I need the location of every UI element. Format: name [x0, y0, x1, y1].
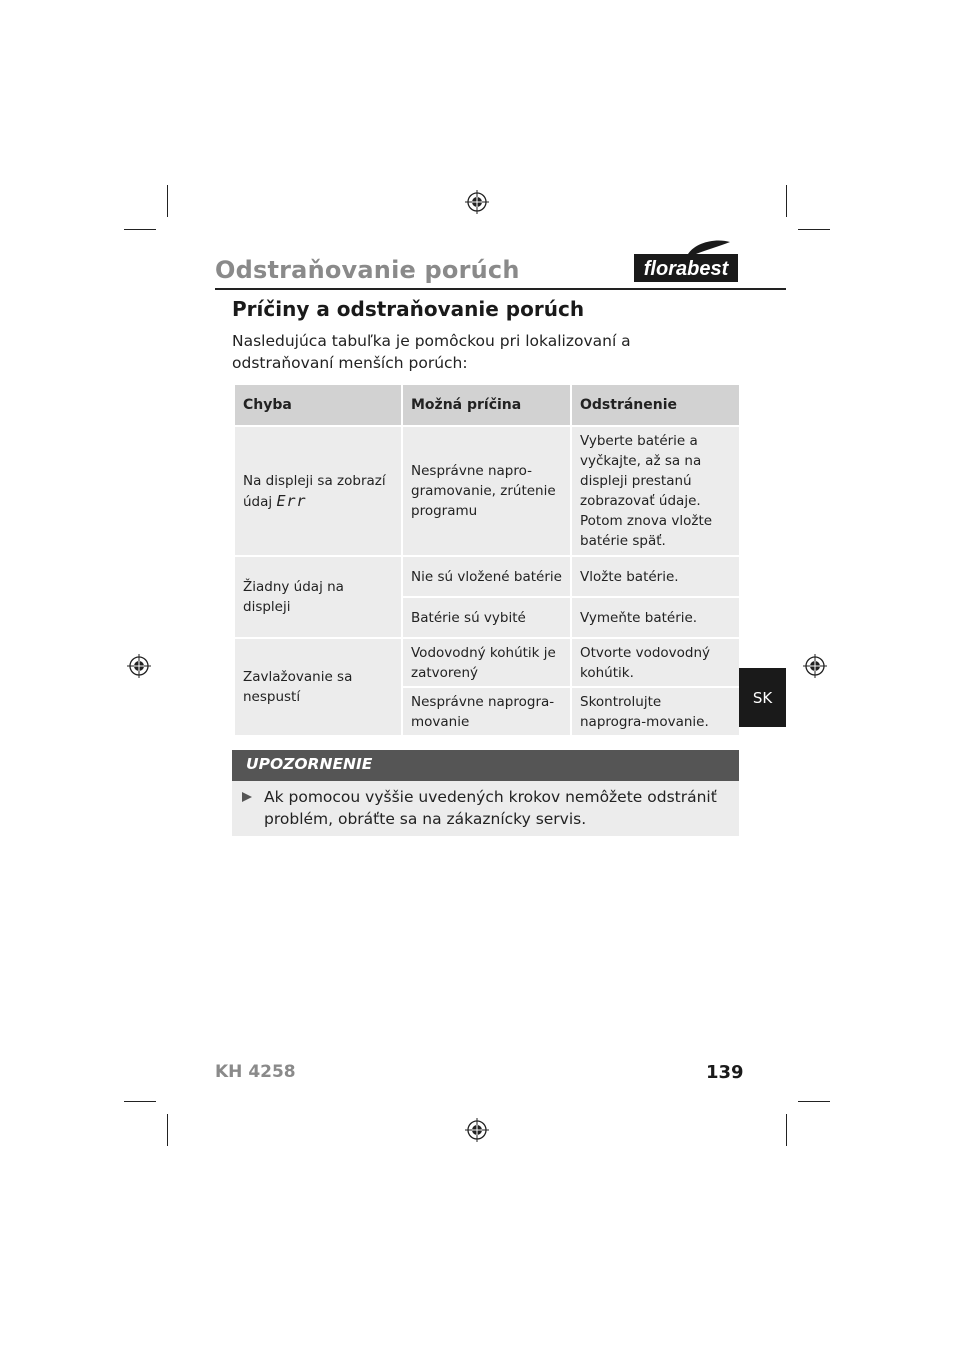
registration-mark-icon: [465, 1118, 489, 1142]
language-tab: SK: [739, 668, 786, 727]
table-header-row: [234, 384, 740, 426]
cell-cause: Nesprávne napro-gramovanie, zrútenie programu: [402, 426, 571, 556]
registration-mark-icon: [127, 654, 151, 678]
cell-cause: Nesprávne naprogra-movanie: [402, 687, 571, 736]
title-underline: [215, 288, 786, 290]
crop-mark: [786, 185, 787, 217]
notice-text: Ak pomocou vyššie uvedených krokov nemôžete odstrániť problém, obráťte sa na zákaznícky servis.: [264, 788, 717, 828]
crop-mark: [124, 229, 156, 230]
header-remedy: Odstránenie: [571, 384, 740, 426]
crop-mark: [798, 229, 830, 230]
registration-mark-icon: [803, 654, 827, 678]
cell-error: Žiadny údaj na displeji: [234, 556, 402, 638]
header-cause: Možná príčina: [402, 384, 571, 426]
crop-mark: [124, 1101, 156, 1102]
header-error: Chyba: [234, 384, 402, 426]
cell-cause: Nie sú vložené batérie: [402, 556, 571, 597]
cell-error: Zavlažovanie sa nespustí: [234, 638, 402, 736]
cell-cause: Vodovodný kohútik je zatvorený: [402, 638, 571, 687]
model-number: KH 4258: [215, 1062, 296, 1082]
section-heading: Príčiny a odstraňovanie porúch: [232, 297, 585, 321]
florabest-logo: [630, 238, 742, 284]
cell-remedy: Vymeňte batérie.: [571, 597, 740, 638]
error-text: Na displeji sa zobrazí údaj: [243, 472, 386, 510]
cell-remedy: Otvorte vodovodný kohútik.: [571, 638, 740, 687]
table-row: [234, 426, 740, 556]
notice-heading: UPOZORNENIE: [246, 755, 373, 773]
page-number: 139: [706, 1062, 744, 1083]
cell-remedy: Skontrolujte naprogra-movanie.: [571, 687, 740, 736]
troubleshooting-table: [233, 383, 741, 737]
cell-error: [234, 426, 402, 556]
crop-mark: [167, 185, 168, 217]
crop-mark: [167, 1114, 168, 1146]
notice-heading-bar: [232, 750, 739, 781]
cell-cause: Batérie sú vybité: [402, 597, 571, 638]
notice-body: [232, 781, 739, 836]
table-row: [234, 556, 740, 597]
logo-text: florabest: [643, 258, 729, 280]
table-row: [234, 638, 740, 687]
intro-paragraph: Nasledujúca tabuľka je pomôckou pri lokalizovaní a odstraňovaní menších porúch:: [232, 332, 631, 372]
cell-remedy: Vyberte batérie a vyčkajte, až sa na displeji prestanú zobrazovať údaje. Potom znova vložte batérie späť.: [571, 426, 740, 556]
crop-mark: [786, 1114, 787, 1146]
crop-mark: [798, 1101, 830, 1102]
err-display-code: Err: [276, 491, 307, 510]
cell-remedy: Vložte batérie.: [571, 556, 740, 597]
registration-mark-icon: [465, 190, 489, 214]
page-title: Odstraňovanie porúch: [215, 256, 520, 284]
triangle-bullet-icon: [242, 792, 252, 802]
